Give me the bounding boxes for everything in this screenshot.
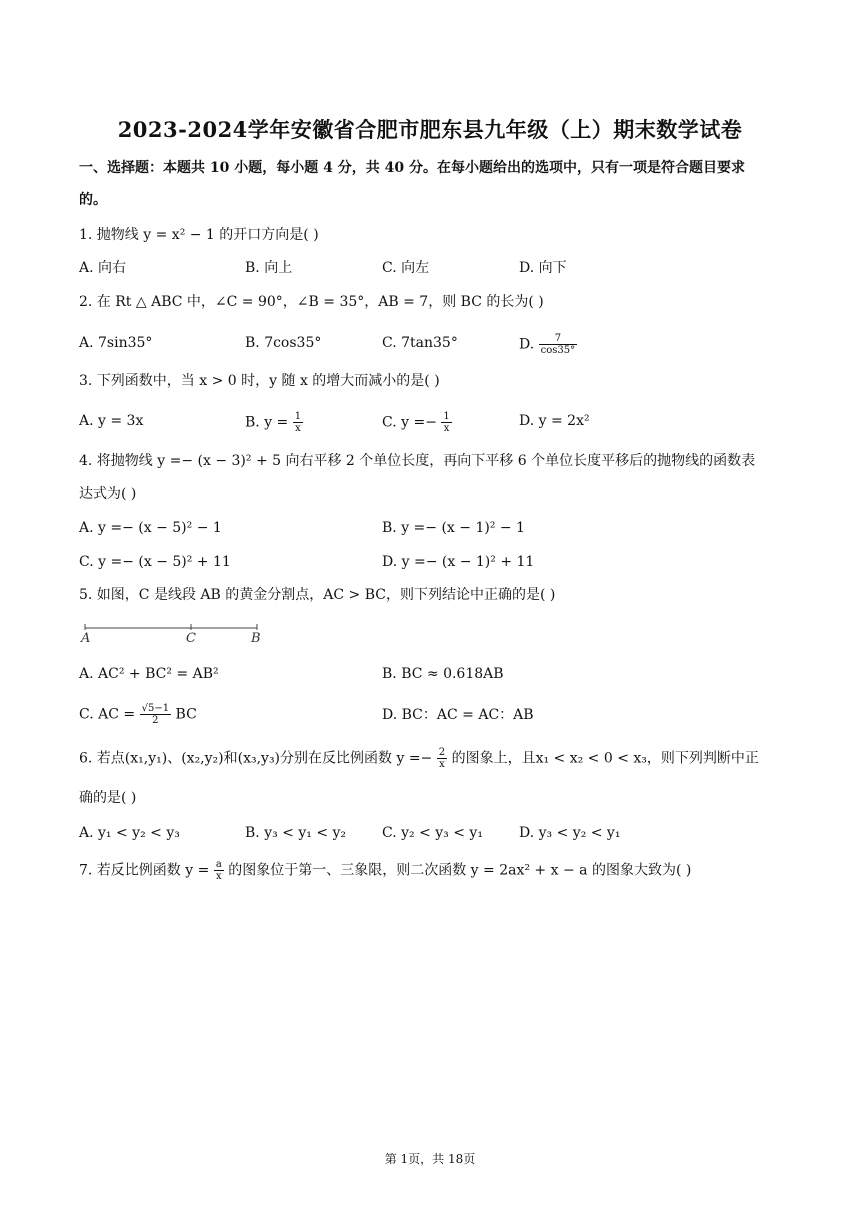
- fraction-denominator: 2: [152, 715, 159, 726]
- fraction-denominator: x: [443, 423, 450, 434]
- q3-option-c-fraction: [441, 411, 451, 434]
- q2-option-b: B. 7cos35°: [245, 335, 322, 351]
- q2-option-d-fraction: [539, 333, 577, 356]
- q6-option-b: B. y₃ < y₁ < y₂: [245, 825, 347, 841]
- fraction-denominator: x: [439, 759, 445, 770]
- q2-option-d-label: D.: [519, 336, 535, 353]
- question-4-stem: 4. 将抛物线 y =− (x − 3)² + 5 向右平移 2 个单位长度，再向下平移 6 个单位长度平移后的抛物线的函数表: [79, 453, 756, 469]
- q5-option-c-label: C. AC =: [79, 706, 136, 723]
- golden-section-figure: [79, 622, 269, 646]
- q1-option-d: D. 向下: [519, 260, 567, 276]
- q5-option-a: A. AC² + BC² = AB²: [79, 666, 219, 682]
- question-6-stem: [79, 747, 759, 770]
- q4-option-a: A. y =− (x − 5)² − 1: [79, 520, 222, 536]
- q6-fraction: [437, 747, 447, 770]
- q6-option-d: D. y₃ < y₂ < y₁: [519, 825, 621, 841]
- fraction-numerator: √5−1: [141, 703, 170, 714]
- fraction-numerator: 2: [438, 747, 446, 758]
- question-7-stem-b: 的图象位于第一、三象限，则二次函数 y = 2ax² + x − a 的图象大致为( ): [228, 862, 692, 879]
- question-2-stem: 2. 在 Rt △ ABC 中，∠C = 90°，∠B = 35°，AB = 7，则 BC 的长为( ): [79, 294, 544, 310]
- q2-option-c: C. 7tan35°: [382, 335, 458, 351]
- q1-option-c: C. 向左: [382, 260, 430, 276]
- fraction-numerator: 7: [539, 333, 577, 345]
- question-6-stem-cont: 确的是( ): [79, 790, 137, 806]
- q3-option-b: [245, 411, 303, 434]
- question-6-stem-a: 6. 若点(x₁,y₁)、(x₂,y₂)和(x₃,y₃)分别在反比例函数 y =−: [79, 750, 433, 767]
- fraction-numerator: 1: [443, 411, 450, 422]
- q3-option-c-label: C. y =−: [382, 414, 437, 431]
- q3-option-c: [382, 411, 452, 434]
- q4-option-d: D. y =− (x − 1)² + 11: [382, 554, 535, 570]
- question-6-stem-b: 的图象上，且x₁ < x₂ < 0 < x₃，则下列判断中正: [451, 750, 759, 767]
- question-3-stem: 3. 下列函数中，当 x > 0 时，y 随 x 的增大而减小的是( ): [79, 373, 440, 389]
- page-title: 2023-2024学年安徽省合肥市肥东县九年级（上）期末数学试卷: [117, 117, 743, 142]
- q2-option-d: [519, 333, 577, 356]
- q3-option-d: D. y = 2x²: [519, 413, 590, 429]
- fraction-numerator: a: [215, 859, 222, 870]
- q3-option-a: A. y = 3x: [79, 413, 144, 429]
- question-4-stem-cont: 达式为( ): [79, 486, 137, 502]
- q1-option-a: A. 向右: [79, 260, 127, 276]
- point-label-c: C: [186, 631, 196, 646]
- section-heading: 一、选择题：本题共 10 小题，每小题 4 分，共 40 分。在每小题给出的选项中，只有一项是符合题目要求: [79, 160, 745, 176]
- fraction-denominator: cos35°: [540, 345, 576, 356]
- q5-option-c: [79, 703, 197, 726]
- q6-option-a: A. y₁ < y₂ < y₃: [79, 825, 180, 841]
- q7-fraction: [214, 859, 224, 882]
- section-heading-cont: 的。: [79, 192, 107, 208]
- fraction-denominator: x: [295, 423, 301, 434]
- q4-option-c: C. y =− (x − 5)² + 11: [79, 554, 231, 570]
- fraction-denominator: x: [215, 871, 222, 882]
- q1-option-b: B. 向上: [245, 260, 293, 276]
- q5-option-c-tail: BC: [175, 706, 197, 723]
- q5-option-b: B. BC ≈ 0.618AB: [382, 666, 504, 682]
- point-label-a: A: [81, 631, 91, 646]
- point-label-b: B: [251, 631, 261, 646]
- q3-option-b-label: B. y =: [245, 414, 289, 431]
- q2-option-a: A. 7sin35°: [79, 335, 153, 351]
- question-1-stem: 1. 抛物线 y = x² − 1 的开口方向是( ): [79, 227, 319, 243]
- q3-option-b-fraction: [293, 411, 303, 434]
- question-7-stem: [79, 859, 691, 882]
- question-7-stem-a: 7. 若反比例函数 y =: [79, 862, 210, 879]
- q4-option-b: B. y =− (x − 1)² − 1: [382, 520, 525, 536]
- page-footer: 第 1页，共 18页: [384, 1152, 476, 1166]
- q5-option-d: D. BC：AC = AC：AB: [382, 707, 534, 723]
- question-5-stem: 5. 如图，C 是线段 AB 的黄金分割点，AC > BC，则下列结论中正确的是( ): [79, 587, 556, 603]
- q5-option-c-fraction: [140, 703, 171, 726]
- fraction-numerator: 1: [294, 411, 302, 422]
- q6-option-c: C. y₂ < y₃ < y₁: [382, 825, 483, 841]
